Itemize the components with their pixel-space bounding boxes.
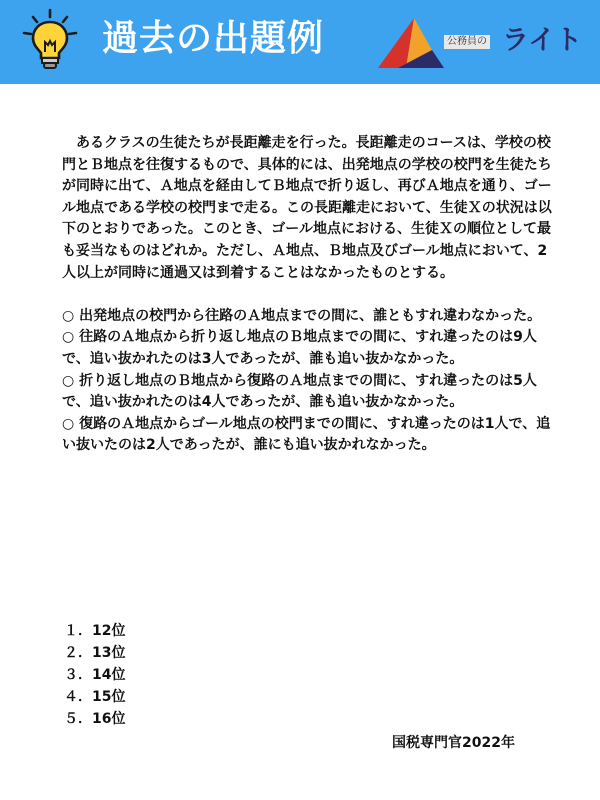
logo-mark-icon — [376, 14, 446, 72]
condition-item: ○ 復路のＡ地点からゴール地点の校門までの間に、すれ違ったのは1人で、追い抜いたのは2人であったが、誰にも追い抜かれなかった。 — [62, 415, 551, 454]
logo-small-text: 公務員の — [444, 35, 490, 49]
answer-option: ４．15位 — [64, 689, 126, 705]
answer-option: ３．14位 — [64, 667, 126, 683]
problem-intro: あるクラスの生徒たちが長距離走を行った。長距離走のコースは、学校の校門とＢ地点を往復するもので、具体的には、出発地点の学校の校門を生徒たちが同時に出て、Ａ地点を経由してＢ地点で折り返し、再びＡ地点を通り、ゴール地点である学校の校門まで走る。この長距離走において、生徒Ｘの状況は以下のとおりであった。このとき、ゴール地点における、生徒Ｘの順位として最も妥当なものはどれか。ただし、Ａ地点、Ｂ地点及びゴール地点において、2人以上が同時に通過又は到着することはなかったものとする。 — [62, 135, 552, 281]
logo — [376, 14, 582, 72]
header-banner — [0, 0, 600, 84]
answer-option: １．12位 — [64, 623, 126, 639]
logo-brand-text: ライト — [502, 25, 583, 56]
problem-body — [62, 133, 552, 457]
answer-options — [64, 620, 125, 730]
answer-option: ２．13位 — [64, 645, 126, 661]
lightbulb-icon — [20, 8, 80, 72]
condition-item: ○ 往路のＡ地点から折り返し地点のＢ地点までの間に、すれ違ったのは9人で、追い抜かれたのは3人であったが、誰も追い抜かなかった。 — [62, 329, 537, 367]
spacer — [62, 284, 552, 306]
condition-item: ○ 折り返し地点のＢ地点から復路のＡ地点までの間に、すれ違ったのは5人で、追い抜かれたのは4人であったが、誰も追い抜かなかった。 — [62, 372, 537, 411]
answer-option: ５．16位 — [64, 711, 126, 727]
exam-source: 国税専門官2022年 — [392, 735, 515, 751]
condition-item: ○ 出発地点の校門から往路のＡ地点までの間に、誰ともすれ違わなかった。 — [62, 307, 542, 324]
page-title: 過去の出題例 — [102, 18, 325, 59]
